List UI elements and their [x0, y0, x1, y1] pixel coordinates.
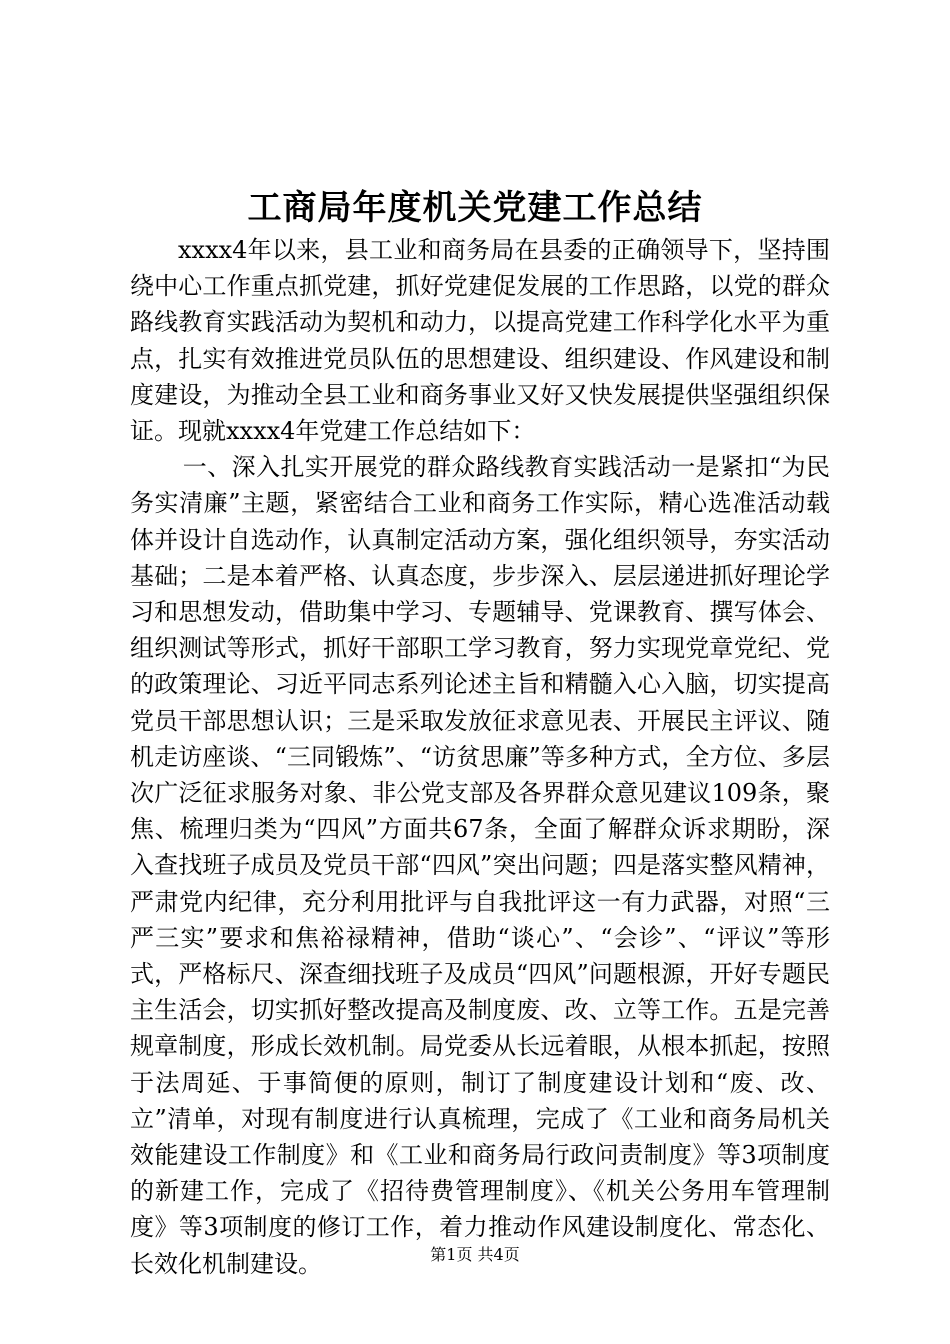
paragraph-intro: xxxx4年以来，县工业和商务局在县委的正确领导下，坚持围绕中心工作重点抓党建，抓好党建促发展的工作思路，以党的群众路线教育实践活动为契机和动力，以提高党建工作科学化水平为重点，扎实有效推进党员队伍的思想建设、组织建设、作风建设和制度建设，为推动全县工业和商务事业又好又快发展提供坚强组织保证。现就xxxx4年党建工作总结如下： [130, 236, 830, 446]
document-body [130, 232, 830, 1282]
page-footer: 第1页 共4页 [430, 1245, 520, 1264]
paragraph-section-one: 一、深入扎实开展党的群众路线教育实践活动一是紧扣“为民务实清廉”主题，紧密结合工业和商务工作实际，精心选准活动载体并设计自选动作，认真制定活动方案，强化组织领导，夯实活动基础；二是本着严格、认真态度，步步深入、层层递进抓好理论学习和思想发动，借助集中学习、专题辅导、党课教育、撰写体会、组织测试等形式，抓好干部职工学习教育，努力实现党章党纪、党的政策理论、习近平同志系列论述主旨和精髓入心入脑，切实提高党员干部思想认识；三是采取发放征求意见表、开展民主评议、随机走访座谈、“三同锻炼”、“访贫思廉”等多种方式，全方位、多层次广泛征求服务对象、非公党支部及各界群众意见建议109条，聚焦、梳理归类为“四风”方面共67条，全面了解群众诉求期盼，深入查找班子成员及党员干部“四风”突出问题；四是落实整风精神，严肃党内纪律，充分利用批评与自我批评这一有力武器，对照“三严三实”要求和焦裕禄精神，借助“谈心”、“会诊”、“评议”等形式，严格标尺、深查细找班子及成员“四风”问题根源，开好专题民主生活会，切实抓好整改提高及制度废、改、立等工作。五是完善规章制度，形成长效机制。局党委从长远着眼，从根本抓起，按照于法周延、于事简便的原则，制订了制度建设计划和“废、改、立”清单，对现有制度进行认真梳理，完成了《工业和商务局机关效能建设工作制度》和《工业和商务局行政问责制度》等3项制度的新建工作，完成了《招待费管理制度》、《机关公务用车管理制度》等3项制度的修订工作，着力推动作风建设制度化、常态化、长效化机制建设。 [130, 453, 830, 1278]
document-title: 工商局年度机关党建工作总结 [247, 188, 703, 228]
